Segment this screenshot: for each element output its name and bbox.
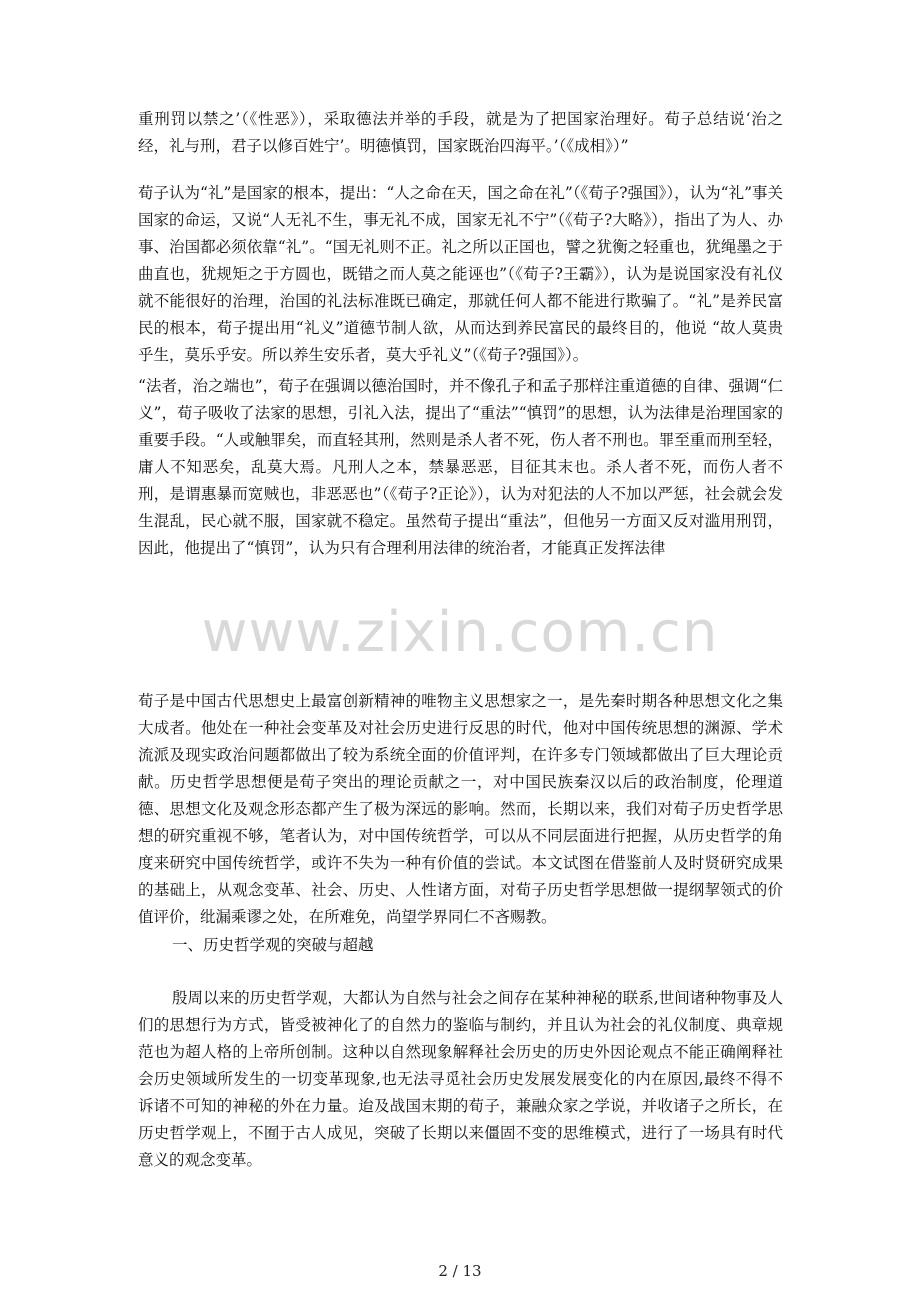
watermark-text: www.zixin.com.cn: [201, 600, 719, 665]
paragraph-3: “法者，治之端也”，荀子在强调以德治国时，并不像孔子和孟子那样注重道德的自律、强调“仁义”，荀子吸收了法家的思想，引礼入法，提出了“重法”“慎罚”的思想，认为法律是治理国家的重要手段。“人或触罪矣，而直轻其刑，然则是杀人者不死，伤人者不刑也。罪至重而刑至轻，庸人不知恶矣，乱莫大焉。凡刑人之本，禁暴恶恶，目征其末也。杀人者不死，而伤人者不刑，是谓惠暴而宽贼也，非恶恶也”（《荀子?正论》），认为对犯法的人不加以严惩，社会就会发生混乱，民心就不服，国家就不稳定。虽然荀子提出“重法”，但他另一方面又反对滥用刑罚，因此，他提出了“慎罚”，认为只有合理利用法律的统治者，才能真正发挥法律: [138, 377, 783, 557]
section-paragraph: 殷周以来的历史哲学观，大都认为自然与社会之间存在某种神秘的联系,世间诸种物事及人们的思想行为方式，皆受被神化了的自然力的鉴临与制约，并且认为社会的礼仪制度、典章规范也为超人格的上帝所创制。这种以自然现象解释社会历史的历史外因论观点不能正确阐释社会历史领域所发生的一切变革现象,也无法寻觅社会历史发展发展变化的内在原因,最终不得不诉诸不可知的神秘的外在力量。迨及战国末期的荀子，兼融众家之学说，并收诸子之所长，在历史哲学观上，不囿于古人成见，突破了长期以来僵固不变的思维模式，进行了一场具有时代意义的观念变革。: [138, 989, 783, 1169]
paragraph-4: 荀子是中国古代思想史上最富创新精神的唯物主义思想家之一，是先秦时期各种思想文化之集大成者。他处在一种社会变革及对社会历史进行反思的时代，他对中国传统思想的渊源、学术流派及现实政治问题都做出了较为系统全面的价值评判，在许多专门领域都做出了巨大理论贡献。历史哲学思想便是荀子突出的理论贡献之一，对中国民族秦汉以后的政治制度，伦理道德、思想文化及观念形态都产生了极为深远的影响。然而，长期以来，我们对荀子历史哲学思想的研究重视不够，笔者认为，对中国传统哲学，可以从不同层面进行把握，从历史哲学的角度来研究中国传统哲学，或许不失为一种有价值的尝试。本文试图在借鉴前人及时贤研究成果的基础上，从观念变革、社会、历史、人性诸方面，对荀子历史哲学思想做一提纲挈领式的价值评价，纰漏乘谬之处，在所难免，尚望学界同仁不吝赐教。: [138, 692, 783, 926]
section-heading: 一、历史哲学观的突破与超越: [172, 936, 374, 954]
paragraph-2: 荀子认为“礼”是国家的根本，提出：“人之命在天，国之命在礼”（《荀子?强国》），认为“礼”事关国家的命运，又说“人无礼不生，事无礼不成，国家无礼不宁”（《荀子?大略》），指出了为人、办事、治国都必须依靠“礼”。“国无礼则不正。礼之所以正国也，譬之犹衡之轻重也，犹绳墨之于曲直也，犹规矩之于方圆也，既错之而人莫之能诬也”（《荀子?王霸》），认为是说国家没有礼仪就不能很好的治理，治国的礼法标准既已确定，那就任何人都不能进行欺骗了。“礼”是养民富民的根本，荀子提出用“礼义”道德节制人欲，从而达到养民富民的最终目的，他说 “故人莫贵乎生，莫乐乎安。所以养生安乐者，莫大乎礼义”（《荀子?强国》）。: [138, 184, 783, 364]
paragraph-1: 重刑罚以禁之’（《性恶》），采取德法并举的手段，就是为了把国家治理好。荀子总结说‘治之经，礼与刑，君子以修百姓宁’。明德慎罚，国家既治四海平。’（《成相》）”: [138, 110, 783, 155]
page-number: 2 / 13: [438, 1262, 482, 1280]
